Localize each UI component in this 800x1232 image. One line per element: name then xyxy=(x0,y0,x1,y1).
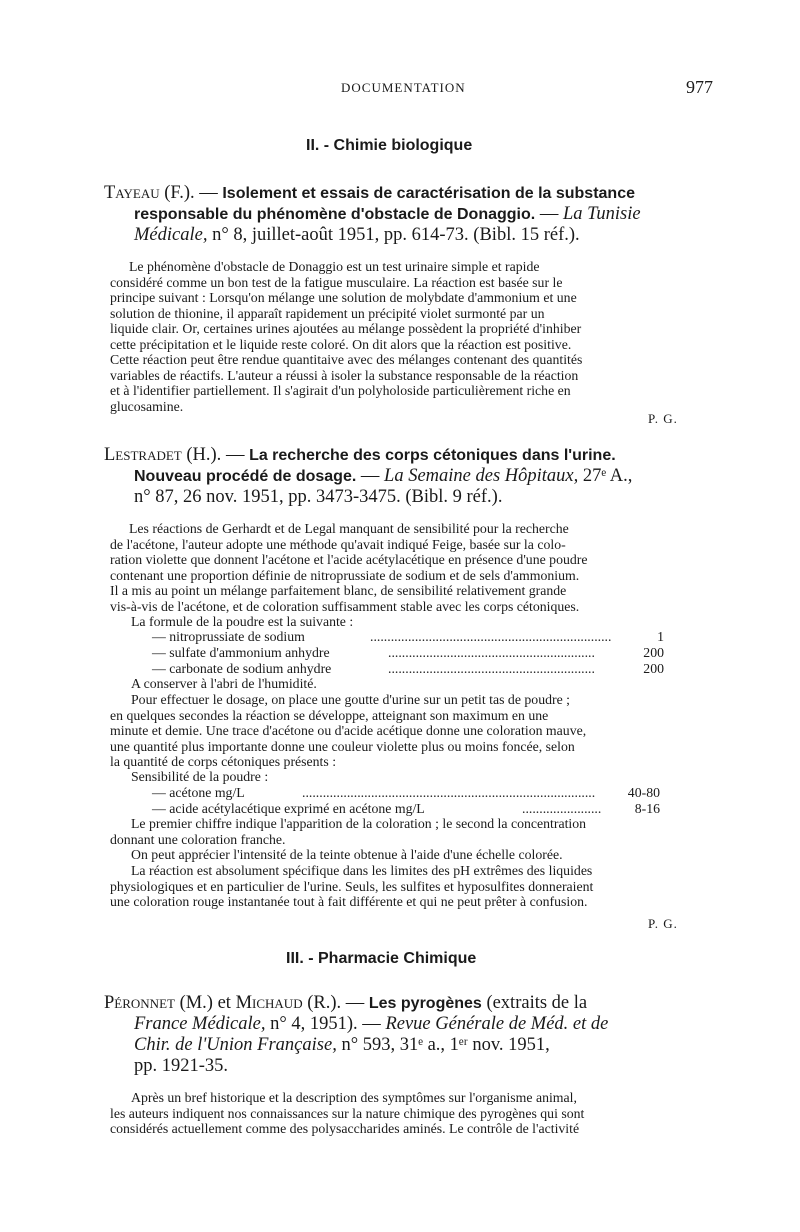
ref3-line2: France Médicale, n° 4, 1951). — Revue Générale de Méd. et de xyxy=(134,1014,609,1034)
ref3-line3: Chir. de l'Union Française, n° 593, 31ᵉ a., 1ᵉʳ nov. 1951, xyxy=(134,1035,550,1055)
formula-intro: La formule de la poudre est la suivante : xyxy=(131,614,354,629)
section-heading-chimie-biologique: II. - Chimie biologique xyxy=(306,137,473,154)
ref1-author: Tayeau (F.). xyxy=(104,183,195,203)
page-number: 977 xyxy=(686,77,713,97)
ref3-author2: Michaud (R.). xyxy=(235,993,342,1013)
running-title: DOCUMENTATION xyxy=(341,80,466,95)
dosage-paragraph: Pour effectuer le dosage, on place une goutte d'urine sur un petit tas de poudre ; en quelques secondes la réaction se développe, atteignant son maximum en une minute et demie. Une trace d'acétone ou d'acide acétique donne une coloration mauve, une quantité plus importante donne une couleur violette plus ou moins foncée, selon la quantité de corps cétoniques présents : xyxy=(110,692,587,769)
ref1-line3: Médicale, n° 8, juillet-août 1951, pp. 614-73. (Bibl. 15 réf.). xyxy=(134,225,580,245)
formula-row: — nitroprussiate de sodium ...................................................................... 1 xyxy=(152,629,664,644)
abstract1: Le phénomène d'obstacle de Donaggio est un test urinaire simple et rapide considéré comme un bon test de la fatigue musculaire. La réaction est basée sur le principe suivant : Lorsqu'on mélange une solution de molybdate d'ammonium et une solution de thionine, il apparaît rapidement un précipité violet surmonté par un liquide clair. Or, certaines urines ajoutées au mélange possèdent la propriété d'inhiber cette précipitation et le liquide reste coloré. On dit alors que la réaction est positive. Cette réaction peut être rendue quantitaive avec des mélanges contenant des quantités variables de réactifs. L'auteur a réussi à isoler la substance responsable de la réaction et à l'identifier partiellement. Il s'agirait d'un polyholoside particulièrement riche en glucosamine. xyxy=(110,259,583,414)
sensibilite-row: — acide acétylacétique exprimé en acétone mg/L ....................... 8-16 xyxy=(152,801,660,816)
ref1-journal: La Tunisie xyxy=(562,204,641,224)
formula-row: — carbonate de sodium anhydre ............................................................ 200 xyxy=(152,661,664,676)
sensibilite-row: — acétone mg/L ..................................................................................... 40-80 xyxy=(152,785,660,800)
ref2-title: La recherche des corps cétoniques dans l'urine. xyxy=(249,447,616,464)
specifique-paragraph: La réaction est absolument spécifique dans les limites des pH extrêmes des liquides physiologiques et en particulier de l'urine. Seuls, les sulfites et hyposulfites donneraient une coloration rouge instantanée tout à fait différente et qui ne peut prêter à confusion. xyxy=(110,863,594,909)
section-heading-pharmacie-chimique: III. - Pharmacie Chimique xyxy=(286,950,477,967)
sensibilite-intro: Sensibilité de la poudre : xyxy=(131,769,269,784)
ref3-title: Les pyrogènes xyxy=(368,995,482,1012)
premier-chiffre-paragraph: Le premier chiffre indique l'apparition de la coloration ; le second la concentration donnant une coloration franche. xyxy=(110,816,587,847)
abstract2-intro: Les réactions de Gerhardt et de Legal manquant de sensibilité pour la recherche de l'acétone, l'auteur adopte une méthode qu'avait indiqué Feige, basée sur la colo- ration violette que donnent l'acétone et l'acide acétylacétique en présence d'une poudre contenant une proportion définie de nitroprussiate de sodium et de sels d'ammonium. Il a mis au point un mélange parfaitement blanc, de sensibilité relativement grande vis-à-vis de l'acétone, et de coloration suffisamment stable avec les corps cétoniques. xyxy=(110,521,588,614)
apprecier-line: On peut apprécier l'intensité de la teinte obtenue à l'aide d'une échelle colorée. xyxy=(131,847,563,862)
ref3-author1: Péronnet (M.) xyxy=(104,993,213,1013)
abstract2-initials: P. G. xyxy=(648,916,678,931)
ref3-line1: Péronnet (M.) et Michaud (R.). — Les pyrogènes (extraits de la xyxy=(104,993,588,1013)
ref1-title: Isolement et essais de caractérisation de la substance xyxy=(222,185,635,202)
ref1-line1: Tayeau (F.). — Isolement et essais de caractérisation de la substance xyxy=(104,183,635,203)
ref2-line2: Nouveau procédé de dosage. — La Semaine des Hôpitaux, 27ᵉ A., xyxy=(134,466,633,486)
conserve-note: A conserver à l'abri de l'humidité. xyxy=(131,676,317,691)
ref2-line1: Lestradet (H.). — La recherche des corps cétoniques dans l'urine. xyxy=(104,445,616,465)
ref3-line4: pp. 1921-35. xyxy=(134,1056,229,1076)
formula-row: — sulfate d'ammonium anhydre ............................................................ 200 xyxy=(152,645,664,660)
ref2-author: Lestradet (H.). xyxy=(104,445,222,465)
abstract1-initials: P. G. xyxy=(648,411,678,426)
ref2-journal: La Semaine des Hôpitaux, xyxy=(384,466,579,486)
abstract3: Après un bref historique et la description des symptômes sur l'organisme animal, les auteurs indiquent nos connaissances sur la nature chimique des pyrogènes qui sont considérés actuellement comme des polysaccharides aminés. Le contrôle de l'activité xyxy=(110,1090,585,1136)
ref1-line2: responsable du phénomène d'obstacle de Donaggio. — La Tunisie xyxy=(134,204,641,224)
ref2-line3: n° 87, 26 nov. 1951, pp. 3473-3475. (Bibl. 9 réf.). xyxy=(134,487,503,507)
